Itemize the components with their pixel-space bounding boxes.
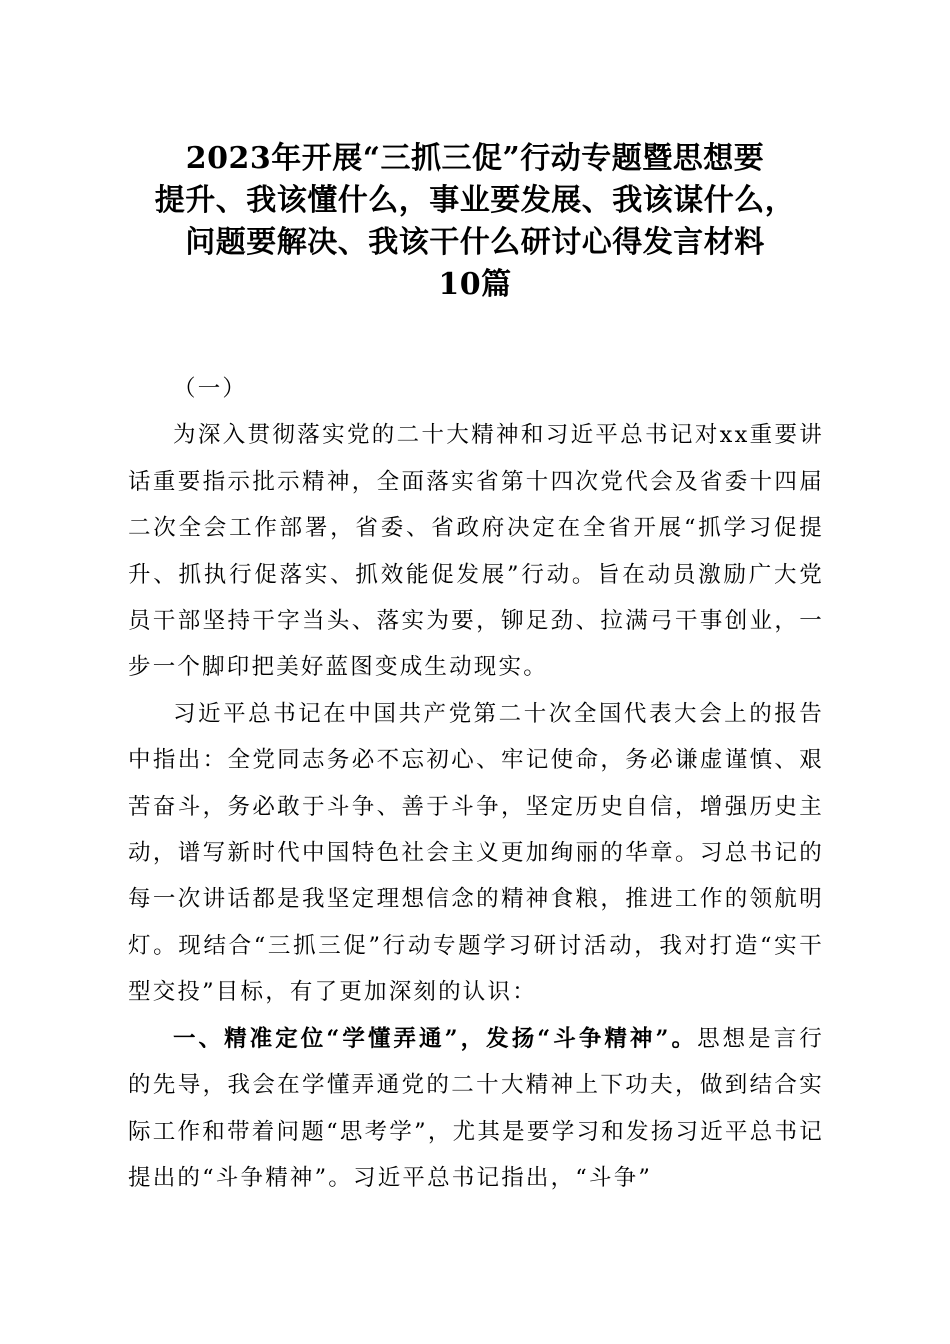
title-line-1: 2023年开展“三抓三促”行动专题暨思想要 [185,141,765,176]
title-line-2: 提升、我该懂什么，事业要发展、我该谋什么， [154,183,796,218]
point-one-heading: 一、精准定位“学懂弄通”，发扬“斗争精神”。 [173,1025,698,1052]
paragraph-point-one [128,1016,824,1202]
document-title [120,138,830,306]
document-body [128,366,824,1201]
paragraph-report: 习近平总书记在中国共产党第二十次全国代表大会上的报告中指出：全党同志务必不忘初心、牢记使命，务必谦虚谨慎、艰苦奋斗，务必敢于斗争、善于斗争，坚定历史自信，增强历史主动，谱写新时代中国特色社会主义更加绚丽的华章。习总书记的每一次讲话都是我坚定理想信念的精神食粮，推进工作的领航明灯。现结合“三抓三促”行动专题学习研讨活动，我对打造“实干型交投”目标，有了更加深刻的认识： [128,700,824,1006]
point-one-text: 思想是言行的先导，我会在学懂弄通党的二十大精神上下功夫，做到结合实际工作和带着问题“思考学”，尤其是要学习和发扬习近平总书记提出的“斗争精神”。习近平总书记指出，“斗争” [128,1025,824,1191]
title-line-4: 10篇 [438,267,512,302]
title-line-3: 问题要解决、我该干什么研讨心得发言材料 [185,225,765,260]
paragraph-intro: 为深入贯彻落实党的二十大精神和习近平总书记对xx重要讲话重要指示批示精神，全面落实省第十四次党代会及省委十四届二次全会工作部署，省委、省政府决定在全省开展“抓学习促提升、抓执行促落实、抓效能促发展”行动。旨在动员激励广大党员干部坚持干字当头、落实为要，铆足劲、拉满弓干事创业，一步一个脚印把美好蓝图变成生动现实。 [128,422,824,681]
section-number: （一） [173,376,248,402]
